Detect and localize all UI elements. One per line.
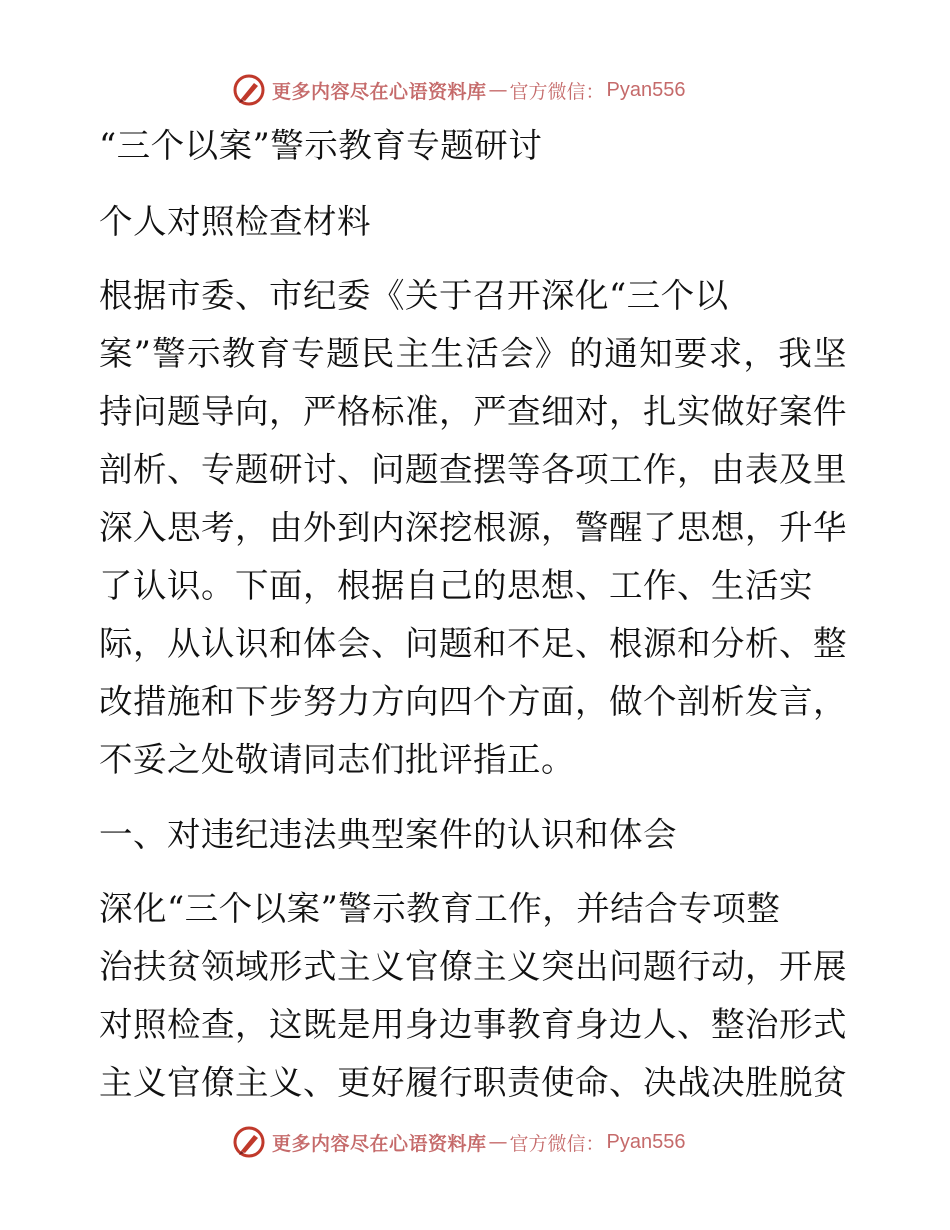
paragraph-line: 深入思考，由外到内深挖根源，警醒了思想，升华 bbox=[99, 508, 847, 547]
paragraph-line: 剖析、专题研讨、问题查摆等各项工作，由表及里 bbox=[99, 450, 847, 489]
section-heading: 一、对违纪违法典型案件的认识和体会 bbox=[99, 815, 677, 854]
watermark-text: 更多内容尽在心语资料库 bbox=[272, 1132, 487, 1155]
watermark-label: 官方微信： bbox=[509, 80, 605, 103]
footer-watermark bbox=[232, 1122, 686, 1162]
watermark-wechat-id: Pyan556 bbox=[606, 1130, 686, 1153]
paragraph-line: 对照检查，这既是用身边事教育身边人、整治形式 bbox=[99, 1005, 847, 1044]
paragraph-line: 根据市委、市纪委《关于召开深化“三个以 bbox=[99, 276, 729, 315]
watermark-text: 更多内容尽在心语资料库 bbox=[272, 80, 487, 103]
paragraph-line: 主义官僚主义、更好履行职责使命、决战决胜脱贫 bbox=[99, 1063, 847, 1102]
header-watermark bbox=[232, 70, 686, 110]
paragraph-line: 不妥之处敬请同志们批评指正。 bbox=[99, 740, 575, 779]
document-subtitle: 个人对照检查材料 bbox=[99, 202, 371, 241]
watermark-label: 官方微信： bbox=[509, 1132, 605, 1155]
paragraph-line: 治扶贫领域形式主义官僚主义突出问题行动，开展 bbox=[99, 947, 847, 986]
document-title: “三个以案”警示教育专题研讨 bbox=[99, 126, 543, 165]
watermark-dash: — bbox=[488, 79, 508, 101]
paragraph-line: 际，从认识和体会、问题和不足、根源和分析、整 bbox=[99, 624, 847, 663]
pen-logo-icon bbox=[232, 73, 266, 107]
paragraph-line: 了认识。下面，根据自己的思想、工作、生活实 bbox=[99, 566, 813, 605]
watermark-dash: — bbox=[488, 1131, 508, 1153]
watermark-wechat-id: Pyan556 bbox=[606, 78, 686, 101]
pen-logo-icon bbox=[232, 1125, 266, 1159]
paragraph-line: 深化“三个以案”警示教育工作，并结合专项整 bbox=[99, 889, 781, 928]
paragraph-line: 持问题导向，严格标准，严查细对，扎实做好案件 bbox=[99, 392, 847, 431]
paragraph-line: 案”警示教育专题民主生活会》的通知要求，我坚 bbox=[99, 334, 847, 373]
paragraph-line: 改措施和下步努力方向四个方面，做个剖析发言， bbox=[99, 682, 847, 721]
